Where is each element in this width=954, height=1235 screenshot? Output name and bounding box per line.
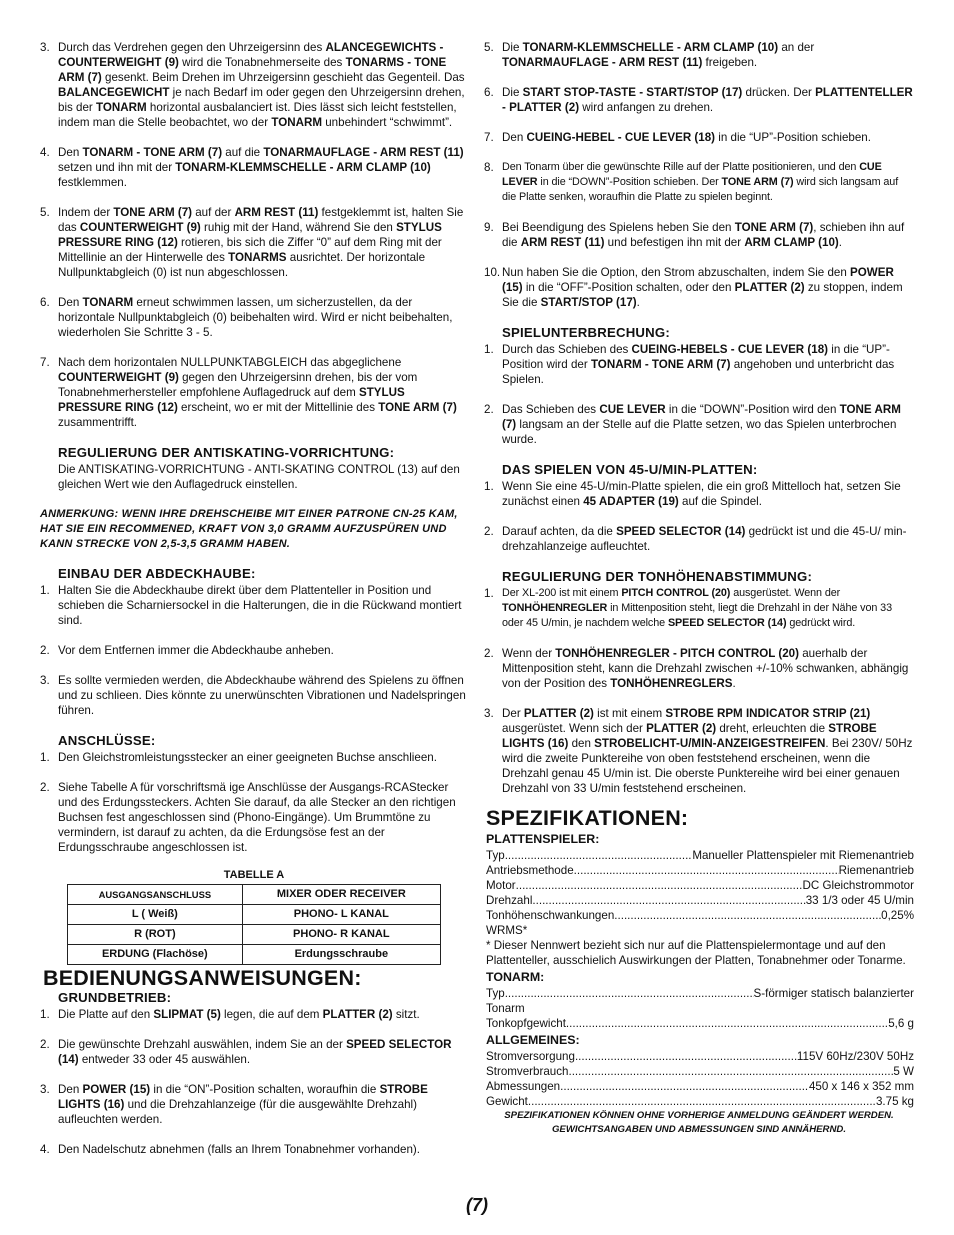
- list-item: [40, 145, 468, 190]
- item-number: 2.: [484, 525, 494, 538]
- item-number: 1.: [484, 480, 494, 493]
- list-item: [484, 160, 914, 205]
- tonearm-balance-steps: [40, 40, 468, 430]
- table-cell: ERDUNG (Flachöse): [68, 945, 243, 965]
- item-text: Wenn Sie eine 45-U/min-Platte spielen, die ein groß Mittelloch hat, setzen Sie zunächst einen 45 ADAPTER (19) auf die Spindel.: [502, 480, 901, 508]
- item-number: 4.: [40, 1143, 50, 1156]
- spec-row: [486, 1094, 914, 1109]
- spec-value: DC Gleichstrommotor: [802, 879, 914, 892]
- item-number: 2.: [40, 644, 50, 657]
- item-number: 4.: [40, 146, 50, 159]
- list-item: [40, 205, 468, 280]
- item-text: Die TONARM-KLEMMSCHELLE - ARM CLAMP (10) an der TONARMAUFLAGE - ARM REST (11) freigeben.: [502, 41, 815, 69]
- spec-row: [486, 986, 914, 1001]
- list-item: [40, 583, 468, 628]
- spec-label: Antriebsmethode: [486, 864, 574, 877]
- list-item: [40, 1082, 468, 1127]
- tonearm-spec-heading: TONARM:: [486, 970, 545, 984]
- table-cell: R (ROT): [68, 925, 243, 945]
- 45rpm-heading: DAS SPIELEN VON 45-U/MIN-PLATTEN:: [502, 462, 758, 477]
- general-spec-heading: ALLGEMEINES:: [486, 1033, 580, 1047]
- spec-row: [486, 863, 914, 878]
- list-item: [484, 479, 914, 509]
- item-text: Vor dem Entfernen immer die Abdeckhaube anheben.: [58, 644, 334, 657]
- list-item: [40, 40, 468, 130]
- spec-label: Gewicht: [486, 1095, 528, 1108]
- leader-dots: [528, 1094, 876, 1109]
- table-cell: PHONO- L KANAL: [242, 905, 440, 925]
- spec-footnote: * Dieser Nennwert bezieht sich nur auf die Plattenspielermontage und auf den Plattenteller, ausschielich Auswirkungen der Platten, Tonabnehmer oder Tonarme.: [486, 939, 906, 967]
- leader-dots: [505, 986, 754, 1001]
- item-text: Den TONARM erneut schwimmen lassen, um sicherzustellen, da der horizontale Nullpunktabgleich (0) beibehalten wird. Wird er nicht beibehalten, wiederholen Sie Schritte 3 - 5.: [58, 296, 453, 339]
- spec-row: [486, 1079, 914, 1094]
- table-header-cell: MIXER ODER RECEIVER: [242, 885, 440, 905]
- leader-dots: [505, 848, 693, 863]
- item-number: 1.: [40, 584, 50, 597]
- table-caption: TABELLE A: [223, 869, 285, 881]
- table-row: [68, 925, 441, 945]
- item-text: Durch das Verdrehen gegen den Uhrzeigersinn des ALANCEGEWICHTS - COUNTERWEIGHT (9) wird die Tonabnehmerseite des TONARMS - TONE ARM (7) gesenkt. Beim Drehen im Uhrzeigersinn geschieht das Gegenteil. Das BALANCEGEWICHT je nach Bedarf im oder gegen den Uhrzeigersinn drehen, bis der TONARM horizontal ausbalanciert ist. Dies lässt sich leicht feststellen, indem man die Stelle beobachtet, wo der TONARM unbehindert “schwimmt”.: [58, 41, 465, 129]
- turntable-spec-list: [484, 848, 914, 923]
- list-item: [40, 1037, 468, 1067]
- list-item: [40, 355, 468, 430]
- list-item: [484, 85, 914, 115]
- item-text: Den POWER (15) in die “ON”-Position schalten, woraufhin die STROBE LIGHTS (16) und die Drehzahlanzeige (für die ausgewählte Drehzahl) aufleuchten werden.: [58, 1083, 428, 1126]
- item-text: Der PLATTER (2) ist mit einem STROBE RPM INDICATOR STRIP (21) ausgerüstet. Wenn sich der PLATTER (2) dreht, erleuchten die STROBE LIGHTS (16) den STROBELICHT-U/MIN-ANZEIGESTREIFEN. Bei 230V/ 50Hz wird die zweite Punktereihe von oben feststehend erscheinen, wenn die Drehzahl genau 45 U/min ist. Die oberste Punktereihe wird bei einer genauen Drehzahl von 33 U/min feststehend erscheinen.: [502, 707, 913, 795]
- turntable-spec-heading: PLATTENSPIELER:: [486, 832, 600, 846]
- table-row: [68, 905, 441, 925]
- left-column: [40, 40, 468, 1172]
- pause-heading: SPIELUNTERBRECHUNG:: [502, 325, 670, 340]
- spec-label: Typ: [486, 987, 505, 1000]
- spec-row: [486, 1049, 914, 1064]
- list-item: [484, 586, 914, 631]
- list-item: [484, 402, 914, 447]
- list-item: [40, 1142, 468, 1157]
- tonearm-spec-list: [484, 1016, 914, 1031]
- item-text: Die Platte auf den SLIPMAT (5) legen, die auf dem PLATTER (2) sitzt.: [58, 1008, 420, 1021]
- item-text: Durch das Schieben des CUEING-HEBELS - CUE LEVER (18) in die “UP”-Position wird der TONARM - TONE ARM (7) angehoben und unterbricht das Spielen.: [502, 343, 895, 386]
- list-item: [484, 646, 914, 691]
- spec-row: [486, 893, 914, 908]
- item-text: Darauf achten, da die SPEED SELECTOR (14) gedrückt ist und die 45-U/ min-drehzahlanzeige aufleuchtet.: [502, 525, 907, 553]
- basic-operation-heading: GRUNDBETRIEB:: [58, 990, 172, 1005]
- spec-row: [486, 1064, 914, 1079]
- list-item: [484, 706, 914, 796]
- right-column: [484, 40, 914, 1137]
- page-number: (7): [466, 1195, 488, 1215]
- play-steps: [484, 40, 914, 310]
- item-text: Siehe Tabelle A für vorschriftsmä ige Anschlüsse der Ausgangs-RCAStecker und des Erdungssteckers. Achten Sie darauf, da alle Stecker an den richtigen Buchsen fest angeschlossen sind (Phono-Eingänge). Um Brummtöne zu vermindern, ist darauf zu achten, da die Erdungsöse fest an der Erdungsschraube angeschlossen ist.: [58, 781, 456, 854]
- spec-label: Motor: [486, 879, 516, 892]
- tonearm-word: Tonarm: [486, 1002, 525, 1015]
- spec-label: Stromversorgung: [486, 1050, 575, 1063]
- item-text: Halten Sie die Abdeckhaube direkt über dem Plattenteller in Position und schieben die Scharniersockel in die Halterungen, die in die Rückwand montiert sind.: [58, 584, 462, 627]
- leader-dots: [566, 1016, 888, 1031]
- item-text: Den CUEING-HEBEL - CUE LEVER (18) in die “UP”-Position schieben.: [502, 131, 871, 144]
- item-text: Den TONARM - TONE ARM (7) auf die TONARMAUFLAGE - ARM REST (11) setzen und ihn mit der TONARM-KLEMMSCHELLE - ARM CLAMP (10) festklemmen.: [58, 146, 464, 189]
- wrms-text: WRMS*: [486, 924, 528, 937]
- spec-value: 5 W: [893, 1065, 914, 1078]
- item-text: Der XL-200 ist mit einem PITCH CONTROL (20) ausgerüstet. Wenn der TONHÖHENREGLER in Mittenposition steht, liegt die Drehzahl in der Nähe von 33 oder 45 U/min, je nachdem welche SPEED SELECTOR (14) gedrückt wird.: [502, 587, 892, 629]
- item-number: 3.: [40, 674, 50, 687]
- item-text: Den Gleichstromleistungsstecker an einer geeigneten Buchse anschlieen.: [58, 751, 437, 764]
- spec-row: [486, 848, 914, 863]
- 45rpm-steps: [484, 479, 914, 554]
- leader-dots: [532, 893, 805, 908]
- item-number: 6.: [484, 86, 494, 99]
- item-number: 5.: [40, 206, 50, 219]
- operation-title: BEDIENUNGSANWEISUNGEN:: [43, 966, 362, 990]
- list-item: [40, 673, 468, 718]
- spec-value: 3.75 kg: [875, 1095, 914, 1108]
- item-number: 2.: [484, 647, 494, 660]
- item-text: Es sollte vermieden werden, die Abdeckhaube während des Spielens zu öffnen und zu schlieen. Dies könnte zu unerwünschten Vibrationen und Nadelspringen führen.: [58, 674, 466, 717]
- list-item: [40, 1007, 468, 1022]
- spec-row: [486, 1016, 914, 1031]
- spec-label: Tonkopfgewicht: [486, 1017, 566, 1030]
- list-item: [484, 342, 914, 387]
- specifications-title: SPEZIFIKATIONEN:: [486, 806, 689, 830]
- leader-dots: [575, 1049, 797, 1064]
- spec-label: Abmessungen: [486, 1080, 561, 1093]
- table-header-cell: AUSGANGSANSCHLUSS: [68, 885, 243, 905]
- item-text: Wenn der TONHÖHENREGLER - PITCH CONTROL (20) auerhalb der Mittenposition steht, kann die Drehzahl zwischen +/-10% schwanken, abhängig von der Position des TONHÖHENREGLERS.: [502, 647, 909, 690]
- connection-table: [67, 884, 441, 965]
- pitch-heading: REGULIERUNG DER TONHÖHENABSTIMMUNG:: [502, 569, 813, 584]
- item-number: 2.: [484, 403, 494, 416]
- item-number: 6.: [40, 296, 50, 309]
- item-number: 1.: [484, 343, 494, 356]
- item-number: 7.: [40, 356, 50, 369]
- dust-cover-heading: EINBAU DER ABDECKHAUBE:: [58, 566, 256, 581]
- item-number: 2.: [40, 1038, 50, 1051]
- table-row: [68, 945, 441, 965]
- table-cell: PHONO- R KANAL: [242, 925, 440, 945]
- list-item: [40, 780, 468, 855]
- item-text: Indem der TONE ARM (7) auf der ARM REST (11) festgeklemmt ist, halten Sie das COUNTERWEIGHT (9) ruhig mit der Hand, während Sie den STYLUS PRESSURE RING (12) rotieren, bis sich die Ziffer “0” auf dem Ring mit der Mittellinie an der Hinterwelle des TONARMS ausrichtet. Der horizontale Nullpunktabgleich (0) ist nun abgeschlossen.: [58, 206, 464, 279]
- item-text: Das Schieben des CUE LEVER in die “DOWN”-Position wird den TONE ARM (7) langsam an der Stelle auf die Platte setzen, wo das Spielen unterbrochen wurde.: [502, 403, 901, 446]
- disclaimer-line-2: GEWICHTSANGABEN UND ABMESSUNGEN SIND ANNÄHERND.: [551, 1124, 847, 1135]
- item-text: Den Tonarm über die gewünschte Rille auf der Platte positionieren, und den CUE LEVER in die “DOWN”-Position schieben. Der TONE ARM (7) wird sich langsam auf die Platte senken, woraufhin die Platte zu spielen beginnt.: [502, 161, 899, 203]
- list-item: [484, 220, 914, 250]
- item-number: 7.: [484, 131, 494, 144]
- item-number: 9.: [484, 221, 494, 234]
- pause-steps: [484, 342, 914, 447]
- connections-steps: [40, 750, 468, 855]
- table-cell: L ( Weiß): [68, 905, 243, 925]
- spec-row: [486, 878, 914, 893]
- spec-value: 450 x 146 x 352 mm: [808, 1080, 914, 1093]
- list-item: [484, 40, 914, 70]
- list-item: [40, 750, 468, 765]
- spec-value: Manueller Plattenspieler mit Riemenantrieb: [692, 849, 914, 862]
- antiskating-text: Die ANTISKATING-VORRICHTUNG - ANTI-SKATING CONTROL (13) auf den gleichen Wert wie den Auflagedruck einstellen.: [58, 463, 460, 491]
- leader-dots: [614, 908, 881, 923]
- leader-dots: [560, 1079, 809, 1094]
- spec-label: Drehzahl: [486, 894, 533, 907]
- spec-value: 115V 60Hz/230V 50Hz: [796, 1050, 914, 1063]
- spec-value: Riemenantrieb: [838, 864, 914, 877]
- item-number: 1.: [40, 751, 50, 764]
- table-cell: Erdungsschraube: [242, 945, 440, 965]
- leader-dots: [568, 1064, 893, 1079]
- item-text: Nach dem horizontalen NULLPUNKTABGLEICH das abgeglichene COUNTERWEIGHT (9) gegen den Uhrzeigersinn drehen, bis der vom Tonabnehmerhersteller empfohlene Auflagedruck auf dem STYLUS PRESSURE RING (12) erscheint, wo er mit der Mittellinie des TONE ARM (7) zusammentrifft.: [58, 356, 457, 429]
- spec-label: Stromverbrauch: [486, 1065, 569, 1078]
- item-number: 3.: [40, 1083, 50, 1096]
- item-number: 1.: [40, 1008, 50, 1021]
- item-number: 1.: [484, 587, 494, 600]
- spec-value: 5,6 g: [888, 1017, 914, 1030]
- basic-operation-steps: [40, 1007, 468, 1157]
- item-number: 2.: [40, 781, 50, 794]
- item-text: Die gewünschte Drehzahl auswählen, indem Sie an der SPEED SELECTOR (14) entweder 33 oder 45 auswählen.: [58, 1038, 452, 1066]
- spec-label: Typ: [486, 849, 505, 862]
- list-item: [484, 265, 914, 310]
- general-spec-list: [484, 1049, 914, 1109]
- dust-cover-steps: [40, 583, 468, 718]
- connections-heading: ANSCHLÜSSE:: [58, 733, 156, 748]
- item-number: 3.: [40, 41, 50, 54]
- item-text: Nun haben Sie die Option, den Strom abzuschalten, indem Sie den POWER (15) in die “OFF”-Position schalten, oder den PLATTER (2) zu stoppen, indem Sie die START/STOP (17).: [502, 266, 903, 309]
- item-number: 10.: [484, 266, 501, 279]
- table-header-row: [68, 885, 441, 905]
- list-item: [40, 295, 468, 340]
- item-number: 5.: [484, 41, 494, 54]
- item-text: Die START STOP-TASTE - START/STOP (17) drücken. Der PLATTENTELLER - PLATTER (2) wird anfangen zu drehen.: [502, 86, 913, 114]
- leader-dots: [574, 863, 839, 878]
- spec-value: 0,25%: [881, 909, 914, 922]
- antiskating-heading: REGULIERUNG DER ANTISKATING-VORRICHTUNG:: [58, 445, 395, 460]
- item-number: 3.: [484, 707, 494, 720]
- item-text: Den Nadelschutz abnehmen (falls an Ihrem Tonabnehmer vorhanden).: [58, 1143, 420, 1156]
- list-item: [484, 130, 914, 145]
- disclaimer-line-1: SPEZIFIKATIONEN KÖNNEN OHNE VORHERIGE ANMELDUNG GEÄNDERT WERDEN.: [504, 1110, 894, 1121]
- pitch-steps: [484, 586, 914, 796]
- item-text: Bei Beendigung des Spielens heben Sie den TONE ARM (7), schieben ihn auf die ARM REST (11) und befestigen ihn mit der ARM CLAMP (10).: [502, 221, 905, 249]
- spec-row: [486, 908, 914, 923]
- list-item: [484, 524, 914, 554]
- cartridge-note: ANMERKUNG: WENN IHRE DREHSCHEIBE MIT EINER PATRONE CN-25 KAM, HAT SIE EIN RECOMMENED, KRAFT VON 3,0 GRAMM AUFZUSPÜREN UND KANN STRECKE VON 2,5-3,5 GRAMM HABEN.: [40, 508, 458, 550]
- leader-dots: [516, 878, 803, 893]
- spec-label: Tonhöhenschwankungen: [486, 909, 615, 922]
- spec-value: 33 1/3 oder 45 U/min: [805, 894, 914, 907]
- list-item: [40, 643, 468, 658]
- spec-value: S-förmiger statisch balanzierter: [753, 987, 914, 1000]
- item-number: 8.: [484, 161, 494, 174]
